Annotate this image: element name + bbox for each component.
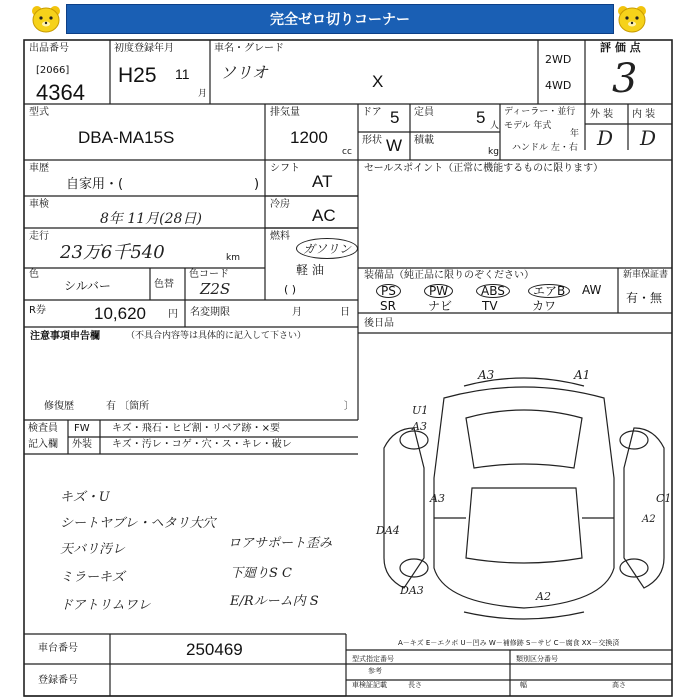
recycle-unit: 円: [168, 309, 178, 320]
capacity-value: 5: [476, 108, 486, 127]
car-name: ソリオ: [220, 63, 268, 82]
equipment-label: 装備品（純正品に限りのぞください）: [364, 270, 534, 281]
remark-line: ドアトリムワレ: [60, 598, 151, 613]
chassis-label: 車台番号: [38, 643, 78, 654]
inspection-value: 8年 11月(28日): [100, 211, 202, 227]
score-value: 3: [612, 56, 638, 102]
displacement-value: 1200: [290, 128, 328, 147]
damage-mark: C1: [656, 492, 672, 505]
damage-mark: DA4: [376, 524, 400, 537]
mileage-value: 23万6千540: [60, 242, 165, 263]
remark-line: キズ・U: [60, 490, 110, 505]
lot-number: 4364: [36, 80, 85, 105]
warranty-value: 有・無: [626, 291, 663, 305]
change-name-day: 日: [340, 307, 350, 318]
width-label: 幅: [520, 681, 527, 689]
type-designation-label: 型式指定番号: [352, 655, 394, 663]
damage-mark: A3: [430, 492, 445, 505]
ac-label: 冷房: [270, 199, 290, 210]
displacement-unit: cc: [342, 147, 352, 157]
lot-sub: [2066]: [36, 65, 70, 76]
remark-line: 下廻りS C: [230, 566, 292, 581]
registration-label: 登録番号: [38, 675, 78, 686]
color-label: 色: [29, 269, 39, 280]
model-label: 型式: [29, 107, 49, 118]
chassis-value: 250469: [186, 640, 243, 659]
notes-label: 注意事項申告欄: [30, 331, 100, 342]
inspector-fw: FW: [74, 423, 90, 434]
exterior-score: D: [597, 126, 614, 150]
damage-mark: A3: [412, 420, 427, 433]
year-unit: 年: [570, 129, 580, 139]
shift-label: シフト: [270, 163, 300, 174]
inspector-row1: キズ・飛石・ヒビ割・リペア跡・×要: [112, 423, 280, 434]
color-code-label: 色コード: [189, 269, 229, 280]
inspector-label-2: 記入欄: [28, 439, 58, 450]
drive-2wd: 2WD: [545, 53, 572, 66]
car-grade: X: [372, 72, 384, 91]
equip-abs: ABS: [476, 284, 510, 298]
equip-ps: PS: [376, 284, 401, 298]
color-code: Z2S: [200, 280, 231, 298]
equip-navi: ナビ: [428, 299, 453, 313]
shape-value: W: [386, 136, 403, 155]
damage-mark: A2: [536, 590, 551, 603]
first-reg-label: 初度登録年月: [114, 43, 174, 54]
capacity-label: 定員: [414, 107, 434, 118]
doors-value: 5: [390, 108, 400, 127]
drive-4wd: 4WD: [545, 79, 572, 92]
exterior-label: 外 装: [590, 109, 614, 120]
inspector-row1-label: 外装: [72, 439, 92, 450]
recycle-label: R券: [29, 305, 46, 316]
rear-seat-label: 後日品: [364, 318, 394, 329]
equip-tv: TV: [482, 299, 498, 313]
equip-leather: カワ: [532, 299, 557, 313]
reference-label: 参考: [368, 667, 382, 675]
model-year-label: モデル 年式: [504, 121, 552, 131]
name-label: 車名・グレード: [214, 43, 284, 54]
interior-score: D: [640, 126, 657, 150]
load-unit: kg: [488, 147, 499, 157]
equip-airbag: エアB: [528, 284, 570, 298]
fuel-paren: ( ): [284, 283, 297, 296]
first-reg-month-unit: 月: [198, 89, 208, 99]
repair-label: 修復歴: [44, 401, 74, 412]
inspector-label-1: 検査員: [28, 423, 58, 434]
page-title: 完全ゼロ切りコーナー: [66, 4, 614, 34]
usage-value: 自家用・(: [66, 177, 124, 192]
remark-line: E/Rルーム内 S: [230, 594, 319, 609]
shape-label: 形状: [362, 135, 382, 146]
damage-mark: DA3: [400, 584, 424, 597]
load-label: 積載: [414, 135, 434, 146]
first-reg-year: H25: [118, 64, 157, 87]
damage-legend: A－キズ E－エクボ U－凹み W－補修跡 S－サビ C－腐食 XX－交換済: [398, 639, 620, 647]
damage-mark: U1: [412, 404, 429, 417]
model-value: DBA-MA15S: [78, 128, 175, 147]
equip-sr: SR: [380, 299, 396, 313]
damage-mark: A3: [478, 368, 495, 382]
score-label: 評 価 点: [600, 41, 641, 54]
ac-value: AC: [312, 206, 336, 225]
change-name-label: 名変期限: [190, 307, 230, 318]
capacity-unit: 人: [490, 121, 500, 131]
first-reg-month: 11: [175, 66, 190, 82]
usage-label: 車歴: [29, 163, 49, 174]
mileage-label: 走行: [29, 231, 49, 242]
color-value: シルバー: [64, 279, 111, 293]
handle-label: ハンドル 左・右: [512, 143, 578, 153]
inspection-label: 車検: [29, 199, 49, 210]
doors-label: ドア: [362, 107, 382, 118]
warranty-label: 新車保証書: [623, 270, 669, 280]
sales-point-label: セールスポイント（正常に機能するものに限ります）: [364, 163, 604, 174]
remark-line: ミラーキズ: [60, 570, 125, 585]
category-label: 類別区分番号: [516, 655, 558, 663]
damage-mark: A1: [574, 368, 591, 382]
height-label: 高さ: [612, 681, 626, 689]
lot-label: 出品番号: [29, 43, 69, 54]
shift-value: AT: [312, 172, 333, 191]
interior-label: 内 装: [632, 109, 656, 120]
notes-sub: （不具合内容等は具体的に記入して下さい）: [126, 331, 307, 341]
usage-close: ): [254, 177, 260, 192]
remark-line: シートヤブレ・ヘタリ大穴: [60, 516, 216, 531]
damage-mark: A2: [642, 514, 656, 525]
fuel-mark: ガソリン: [296, 238, 358, 259]
color-change-label: 色替: [154, 279, 174, 290]
equip-pw: PW: [424, 284, 453, 298]
fuel-diesel: 軽 油: [296, 263, 324, 277]
inspector-row2: キズ・汚レ・コゲ・穴・ス・キレ・破レ: [112, 439, 292, 450]
repair-value: 有 〔箇所: [106, 401, 150, 412]
displacement-label: 排気量: [270, 107, 300, 118]
cert-label: 車検証記載: [352, 681, 387, 689]
equip-aw: AW: [582, 283, 602, 297]
dealer-label: ディーラー・並行: [504, 107, 576, 117]
recycle-value: 10,620: [94, 304, 146, 323]
change-name-month: 月: [292, 307, 302, 318]
fuel-label: 燃料: [270, 231, 290, 242]
mileage-unit: km: [226, 253, 240, 263]
repair-close: 〕: [344, 401, 354, 412]
length-label: 長さ: [408, 681, 422, 689]
remark-line: 天バリ汚レ: [60, 542, 126, 557]
remark-line: ロアサポート歪み: [228, 536, 333, 551]
